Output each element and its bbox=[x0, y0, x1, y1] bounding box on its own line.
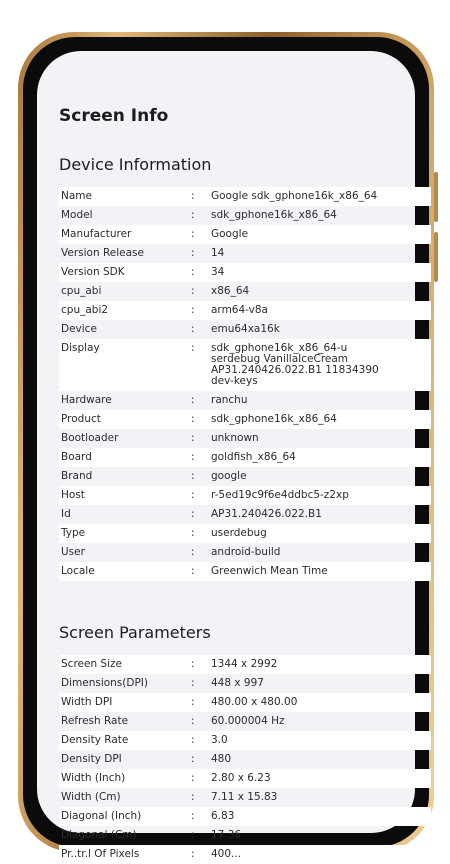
info-row bbox=[59, 244, 431, 263]
row-separator: : bbox=[191, 323, 195, 335]
info-row bbox=[59, 543, 431, 562]
row-separator: : bbox=[191, 432, 195, 444]
row-value: 3.0 bbox=[211, 734, 228, 746]
info-row bbox=[59, 429, 431, 448]
info-row bbox=[59, 562, 431, 581]
row-value: 60.000004 Hz bbox=[211, 715, 285, 727]
row-label: Name bbox=[61, 190, 92, 202]
row-value: AP31.240426.022.B1 bbox=[211, 508, 322, 520]
row-separator: : bbox=[191, 734, 195, 746]
row-label: cpu_abi bbox=[61, 285, 102, 297]
info-row bbox=[59, 282, 431, 301]
row-separator: : bbox=[191, 753, 195, 765]
row-separator: : bbox=[191, 342, 195, 354]
row-label: Diagonal (Cm) bbox=[61, 829, 137, 841]
info-row bbox=[59, 524, 431, 543]
info-row bbox=[59, 187, 431, 206]
row-separator: : bbox=[191, 527, 195, 539]
row-value: Google bbox=[211, 228, 249, 240]
row-value: x86_64 bbox=[211, 285, 250, 297]
row-label: Brand bbox=[61, 470, 93, 482]
row-separator: : bbox=[191, 266, 195, 278]
row-separator: : bbox=[191, 658, 195, 670]
info-row bbox=[59, 655, 431, 674]
info-row bbox=[59, 769, 431, 788]
row-separator: : bbox=[191, 470, 195, 482]
row-value: 480 bbox=[211, 753, 232, 765]
row-value: 2.80 x 6.23 bbox=[211, 772, 271, 784]
row-value: 480.00 x 480.00 bbox=[211, 696, 298, 708]
info-row bbox=[59, 712, 431, 731]
row-value: emu64xa16k bbox=[211, 323, 280, 335]
page-title: Screen Info bbox=[59, 106, 169, 126]
info-row bbox=[59, 845, 431, 864]
info-row bbox=[59, 693, 431, 712]
row-label: Width (Inch) bbox=[61, 772, 126, 784]
info-row bbox=[59, 826, 431, 845]
row-value: userdebug bbox=[211, 527, 267, 539]
row-label: Pr..tr.l Of Pixels bbox=[61, 848, 140, 860]
row-label: Version Release bbox=[61, 247, 144, 259]
row-value: sdk_gphone16k_x86_64 bbox=[211, 413, 337, 425]
screen-info-content bbox=[59, 103, 431, 864]
row-label: Version SDK bbox=[61, 266, 125, 278]
row-label: Diagonal (Inch) bbox=[61, 810, 142, 822]
device-info-table bbox=[59, 187, 431, 581]
row-separator: : bbox=[191, 190, 195, 202]
info-row bbox=[59, 788, 431, 807]
row-label: Bootloader bbox=[61, 432, 119, 444]
row-label: Board bbox=[61, 451, 92, 463]
row-separator: : bbox=[191, 696, 195, 708]
info-row bbox=[59, 301, 431, 320]
row-label: Density Rate bbox=[61, 734, 129, 746]
row-label: Screen Size bbox=[61, 658, 122, 670]
row-separator: : bbox=[191, 451, 195, 463]
info-row bbox=[59, 467, 431, 486]
info-row bbox=[59, 731, 431, 750]
row-value: unknown bbox=[211, 432, 259, 444]
row-separator: : bbox=[191, 508, 195, 520]
info-row bbox=[59, 448, 431, 467]
row-value: r-5ed19c9f6e4ddbc5-z2xp bbox=[211, 489, 349, 501]
info-row bbox=[59, 206, 431, 225]
volume-button bbox=[434, 172, 438, 222]
row-value: ranchu bbox=[211, 394, 248, 406]
row-label: Type bbox=[61, 527, 86, 539]
row-value: 448 x 997 bbox=[211, 677, 264, 689]
row-value: 1344 x 2992 bbox=[211, 658, 278, 670]
row-separator: : bbox=[191, 565, 195, 577]
row-separator: : bbox=[191, 285, 195, 297]
row-label: Product bbox=[61, 413, 101, 425]
phone-bezel bbox=[23, 37, 429, 860]
info-row bbox=[59, 391, 431, 410]
screen bbox=[37, 51, 415, 860]
row-separator: : bbox=[191, 394, 195, 406]
row-value: sdk_gphone16k_x86_64 bbox=[211, 209, 337, 221]
row-label: Refresh Rate bbox=[61, 715, 129, 727]
row-value: 34 bbox=[211, 266, 225, 278]
row-separator: : bbox=[191, 810, 195, 822]
row-separator: : bbox=[191, 546, 195, 558]
row-label: Host bbox=[61, 489, 85, 501]
screen-params-table bbox=[59, 655, 431, 864]
row-value: 14 bbox=[211, 247, 225, 259]
row-separator: : bbox=[191, 791, 195, 803]
row-label: Manufacturer bbox=[61, 228, 132, 240]
row-separator: : bbox=[191, 772, 195, 784]
row-label: Width DPI bbox=[61, 696, 113, 708]
row-value: goldfish_x86_64 bbox=[211, 451, 296, 463]
row-value: sdk_gphone16k_x86_64-u serdebug VanillaIceCream AP31.240426.022.B1 11834390 dev-keys bbox=[211, 342, 379, 387]
row-separator: : bbox=[191, 209, 195, 221]
row-value: 17.36 bbox=[211, 829, 242, 841]
info-row bbox=[59, 225, 431, 244]
info-row bbox=[59, 486, 431, 505]
row-label: Id bbox=[61, 508, 71, 520]
row-separator: : bbox=[191, 848, 195, 860]
row-value: arm64-v8a bbox=[211, 304, 268, 316]
row-value: google bbox=[211, 470, 247, 482]
screen-parameters-title: Screen Parameters bbox=[59, 623, 211, 642]
info-row bbox=[59, 339, 431, 391]
row-label: Dimensions(DPI) bbox=[61, 677, 148, 689]
row-separator: : bbox=[191, 228, 195, 240]
power-button bbox=[434, 232, 438, 282]
info-row bbox=[59, 674, 431, 693]
row-label: Density DPI bbox=[61, 753, 122, 765]
row-value: android-build bbox=[211, 546, 281, 558]
info-row bbox=[59, 750, 431, 769]
row-separator: : bbox=[191, 247, 195, 259]
row-separator: : bbox=[191, 677, 195, 689]
row-label: User bbox=[61, 546, 85, 558]
row-separator: : bbox=[191, 489, 195, 501]
row-value: 6.83 bbox=[211, 810, 235, 822]
row-value: Greenwich Mean Time bbox=[211, 565, 328, 577]
info-row bbox=[59, 263, 431, 282]
row-separator: : bbox=[191, 715, 195, 727]
row-label: Locale bbox=[61, 565, 95, 577]
row-value: Google sdk_gphone16k_x86_64 bbox=[211, 190, 378, 202]
row-label: Device bbox=[61, 323, 97, 335]
row-label: cpu_abi2 bbox=[61, 304, 109, 316]
row-separator: : bbox=[191, 304, 195, 316]
info-row bbox=[59, 807, 431, 826]
info-row bbox=[59, 320, 431, 339]
row-label: Display bbox=[61, 342, 100, 354]
info-row bbox=[59, 505, 431, 524]
phone-frame bbox=[18, 32, 434, 860]
device-information-title: Device Information bbox=[59, 155, 212, 174]
row-label: Width (Cm) bbox=[61, 791, 121, 803]
row-value: 7.11 x 15.83 bbox=[211, 791, 278, 803]
row-separator: : bbox=[191, 413, 195, 425]
info-row bbox=[59, 410, 431, 429]
row-separator: : bbox=[191, 829, 195, 841]
row-value: 400... bbox=[211, 848, 242, 860]
row-label: Hardware bbox=[61, 394, 112, 406]
row-label: Model bbox=[61, 209, 93, 221]
